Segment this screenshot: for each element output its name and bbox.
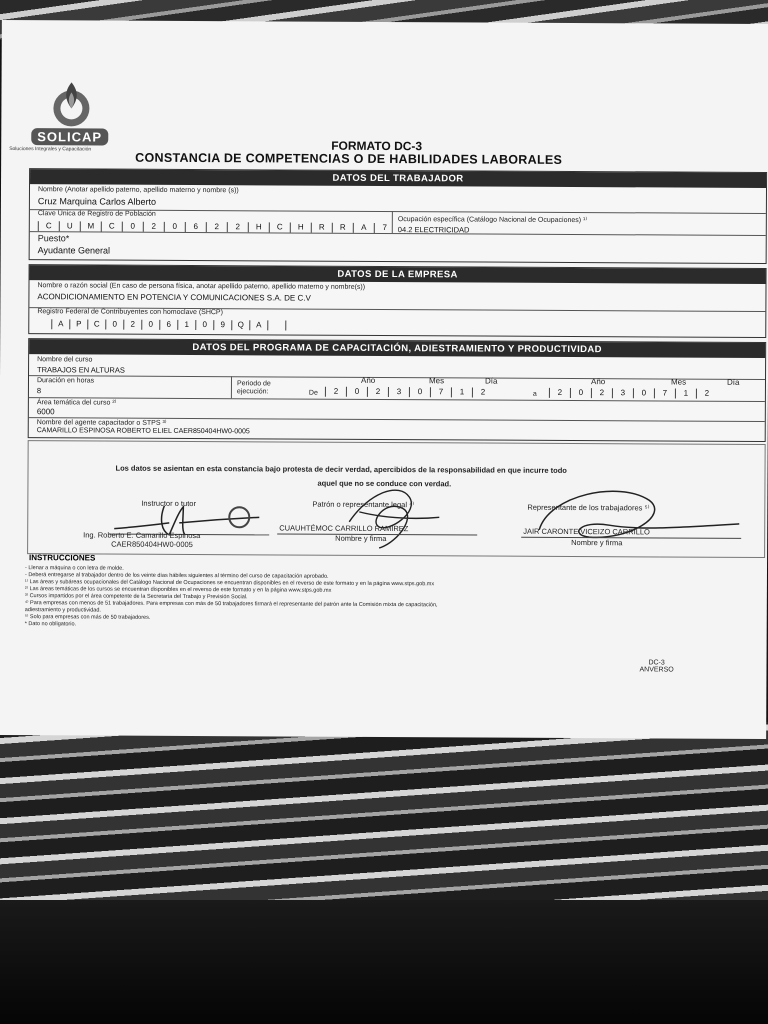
start-year-label: Año (360, 375, 376, 385)
instruction-line: - Llenar a máquina o con letra de molde. (24, 565, 124, 572)
period-label: Periodo de ejecución: (236, 380, 271, 396)
char-cell: 0 (164, 222, 185, 232)
char-cell: C (101, 222, 122, 232)
worker-section (29, 168, 767, 264)
area-value: 6000 (36, 407, 55, 417)
end-month-label: Mes (670, 377, 687, 387)
char-cell: A (249, 320, 267, 330)
char-cell: 1 (675, 389, 696, 399)
char-cell: P (69, 319, 87, 329)
instructor-name: Ing. Roberto E. Camarillo Espinosa (83, 530, 201, 541)
fabric-background-bottom (0, 722, 768, 922)
rfc-label: Registro Federal de Contribuyentes con homoclave (SHCP) (37, 308, 223, 317)
occupation-value: 04.2 ELECTRICIDAD (397, 225, 470, 235)
instruction-line: ⁴⁾ Para empresas con menos de 51 trabajadores. Para empresas con más de 50 trabajadores firmará el representante del patrón ante la Comisión mixta de capacitación, (24, 600, 438, 609)
worker-section-header: DATOS DEL TRABAJADOR (30, 169, 766, 188)
char-cell: 6 (185, 222, 206, 232)
duration-value: 8 (36, 386, 42, 396)
instructor-label: Instructor o tutor (141, 498, 196, 509)
char-cell: C (269, 222, 290, 232)
char-cell (285, 320, 303, 330)
logo-wordmark: SOLICAP (31, 128, 108, 145)
form-code: FORMATO DC-3 (331, 138, 423, 154)
document-paper (0, 20, 768, 739)
employer-name-sign-label: Nombre y firma (335, 533, 387, 544)
end-year-label: Año (590, 377, 606, 387)
agent-label: Nombre del agente capacitador o STPS ³⁾ (36, 419, 167, 427)
occupation-label: Ocupación específica (Catálogo Nacional de Ocupaciones) ¹⁾ (397, 216, 588, 225)
instructions-list (25, 565, 675, 631)
char-cell: 6 (159, 320, 177, 330)
flame-logo-icon (43, 78, 103, 128)
start-month-label: Mes (428, 376, 445, 386)
char-cell: H (248, 222, 269, 232)
period-to-label: a (532, 390, 537, 398)
area-label: Área temática del curso ²⁾ (36, 399, 117, 407)
char-cell: A (353, 223, 374, 233)
char-cell: 0 (409, 387, 430, 397)
char-cell: 0 (141, 320, 159, 330)
company-section (28, 264, 766, 338)
char-cell: 2 (206, 222, 227, 232)
worker-name-value: Cruz Marquina Carlos Alberto (37, 196, 157, 207)
course-name-value: TRABAJOS EN ALTURAS (37, 365, 125, 375)
char-cell: R (311, 223, 332, 233)
workers-rep-label: Representante de los trabajadores ⁵⁾ (527, 502, 650, 513)
instructor-id: CAER850404HW0-0005 (111, 539, 193, 550)
form-footer (639, 659, 673, 673)
logo-tagline: Soluciones Integrales y Capacitación (9, 146, 92, 153)
instruction-line: ¹⁾ Las áreas y subáreas ocupacionales del Catálogo Nacional de Ocupaciones se encuentran disponibles en el reverso de este formato y en la página www.stps.gob.mx (24, 579, 435, 588)
workers-rep-name: JAIR CARONTE VICEIZO CARRILLO (523, 526, 650, 537)
char-cell: 2 (123, 320, 141, 330)
char-cell: 3 (612, 388, 633, 398)
char-cell: 9 (213, 320, 231, 330)
char-cell: 7 (430, 387, 451, 397)
rfc-cells (51, 319, 303, 330)
end-day-label: Día (726, 377, 740, 387)
char-cell: 1 (177, 320, 195, 330)
position-label: Puesto* (37, 233, 70, 244)
char-cell: 0 (633, 388, 654, 398)
char-cell: H (290, 223, 311, 233)
char-cell: Q (231, 320, 249, 330)
char-cell: R (332, 223, 353, 233)
char-cell (267, 320, 285, 330)
oath-text-line2: aquel que no se conduce con verdad. (317, 478, 452, 489)
char-cell: 7 (374, 223, 395, 233)
employer-label: Patrón o representante legal ⁴⁾ (312, 499, 415, 510)
footer-side: ANVERSO (639, 666, 674, 674)
char-cell: 0 (195, 320, 213, 330)
char-cell: 2 (325, 387, 346, 397)
position-value: Ayudante General (37, 245, 111, 256)
period-start-cells (325, 387, 493, 398)
char-cell: A (51, 319, 69, 329)
char-cell: C (38, 221, 59, 231)
instruction-line: - Deberá entregarse al trabajador dentro de los veinte días hábiles siguientes al término del curso de capacitación aprobado. (24, 572, 329, 580)
char-cell: 3 (388, 387, 409, 397)
agent-value: CAMARILLO ESPINOSA ROBERTO ELIEL CAER850404HW0-0005 (36, 427, 250, 436)
company-name-value: ACONDICIONAMIENTO EN POTENCIA Y COMUNICACIONES S.A. DE C.V (37, 292, 311, 303)
curp-label: Clave Única de Registro de Población (37, 210, 156, 218)
char-cell: C (87, 319, 105, 329)
instruction-line: ³⁾ Cursos impartidos por el área competente de la Secretaría del Trabajo y Previsión Social. (24, 593, 248, 601)
instructions-title: INSTRUCCIONES (29, 553, 96, 563)
workers-rep-sign-label: Nombre y firma (571, 537, 623, 548)
duration-label: Duración en horas (36, 377, 95, 385)
company-name-label: Nombre o razón social (En caso de persona física, anotar apellido paterno, apellido materno y nombre(s)) (37, 282, 366, 291)
instruction-line: ⁵⁾ Solo para empresas con más de 50 trabajadores. (24, 614, 151, 621)
char-cell: U (59, 221, 80, 231)
char-cell: 0 (346, 387, 367, 397)
footer-code: DC-3 (648, 659, 665, 667)
char-cell: M (80, 221, 101, 231)
program-section-header: DATOS DEL PROGRAMA DE CAPACITACIÓN, ADIESTRAMIENTO Y PRODUCTIVIDAD (29, 339, 765, 358)
char-cell: 2 (227, 222, 248, 232)
dark-background (0, 900, 768, 1024)
char-cell: 2 (696, 389, 717, 399)
period-end-cells (549, 388, 717, 399)
employer-name: CUAUHTÉMOC CARRILLO RAMÍREZ (279, 523, 409, 534)
program-section (28, 338, 767, 442)
char-cell: 2 (549, 388, 570, 398)
start-day-label: Día (484, 376, 498, 386)
course-name-label: Nombre del curso (37, 356, 93, 364)
form-title: CONSTANCIA DE COMPETENCIAS O DE HABILIDADES LABORALES (135, 150, 563, 167)
char-cell: 0 (105, 320, 123, 330)
worker-name-label: Nombre (Anotar apellido paterno, apellido materno y nombre (s)) (37, 186, 239, 195)
instruction-line: * Dato no obligatorio. (24, 621, 77, 628)
char-cell: 2 (591, 388, 612, 398)
oath-text-line1: Los datos se asientan en esta constancia bajo protesta de decir verdad, apercibidos de la responsabilidad en que incurre todo (115, 463, 567, 475)
char-cell: 1 (451, 387, 472, 397)
char-cell: 2 (472, 387, 493, 397)
char-cell: 0 (570, 388, 591, 398)
instruction-line: adiestramiento y productividad. (24, 607, 101, 614)
instruction-line: ²⁾ Las áreas temáticas de los cursos se encuentran disponibles en el reverso de este formato y en la página www.stps.gob.mx (24, 586, 332, 594)
char-cell: 2 (367, 387, 388, 397)
char-cell: 0 (122, 222, 143, 232)
solicap-logo (9, 78, 142, 153)
char-cell: 7 (654, 388, 675, 398)
period-from-label: De (308, 389, 318, 397)
char-cell: 2 (143, 222, 164, 232)
company-section-header: DATOS DE LA EMPRESA (30, 265, 766, 284)
